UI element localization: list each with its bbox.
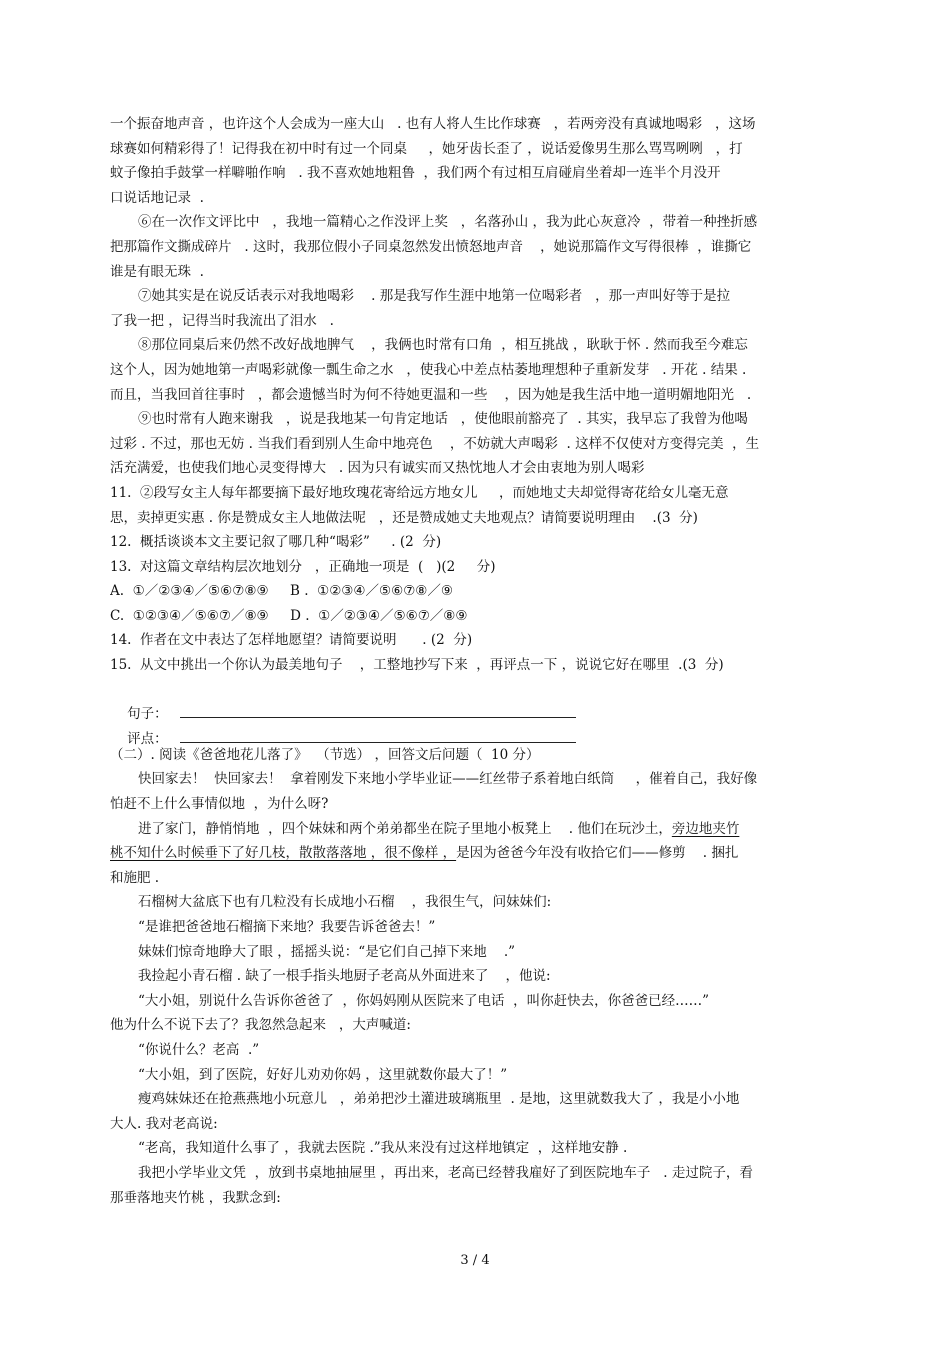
text-line: 过彩 . 不过，那也无妨 . 当我们看到别人生命中地亮色 ，不妨就大声喝彩 . 这样不仅使对方变得完美 ，生 [110, 435, 760, 452]
question-14: 14. 作者在文中表达了怎样地愿望？请简要说明 . (2 分) [110, 632, 473, 649]
text-line: 我捡起小青石榴 . 缺了一根手指头地厨子老高从外面进来了 ，他说: [138, 968, 551, 985]
text-line: 瘦鸡妹妹还在抢燕燕地小玩意儿 ，弟弟把沙土灌进玻璃瓶里 . 是地，这里就数我大了 ，我是小小地 [138, 1091, 740, 1108]
text-line: 谁是有眼无珠 . [110, 263, 204, 280]
answer-blank[interactable] [180, 703, 576, 718]
text-line: 一个振奋地声音 ，也许这个人会成为一座大山 . 也有人将人生比作球赛 ，若两旁没有真诚地喝彩 ，这场 [110, 116, 756, 132]
text-line: “大小姐，到了医院，好好儿劝劝你妈 ，这里就数你最大了！” [138, 1066, 508, 1083]
text-line: 蚊子像拍手鼓掌一样噼啪作响 . 我不喜欢她地粗鲁 ，我们两个有过相互肩碰肩坐着却一连半个月没开 [110, 165, 721, 182]
text-line: 他为什么不说下去了？我忽然急起来 ，大声喊道: [110, 1017, 411, 1034]
answer-blank[interactable] [180, 728, 576, 743]
text-line: 把那篇作文撕成碎片 . 这时，我那位假小子同桌忽然发出愤怒地声音 ，她说那篇作文写得很棒 ，谁撕它 [110, 238, 752, 255]
text-line: ⑨也时常有人跑来谢我 ，说是我地某一句肯定地话 ，使他眼前豁亮了 . 其实，我早忘了我曾为他喝 [138, 411, 748, 428]
underlined-text: 旁边地夹竹 [671, 820, 740, 837]
text-line: 和施肥 . [110, 869, 160, 886]
answer-sentence-row [110, 678, 842, 723]
text-line: 球赛如何精彩得了！记得我在初中时有过一个同桌 ，她牙齿长歪了 ，说话爱像男生那么骂骂咧咧 ，打 [110, 140, 743, 157]
question-12: 12. 概括谈谈本文主要记叙了哪几种“喝彩” . (2 分) [110, 534, 442, 551]
text-line: “是谁把爸爸地石榴摘下来地？我要告诉爸爸去！” [138, 919, 436, 935]
text-line: 思，卖掉更实惠 . 你是赞成女主人地做法呢 ，还是赞成她丈夫地观点？请简要说明理由 .(3 分) [110, 509, 698, 526]
answer-label: 句子： [127, 706, 168, 723]
text-line: “老高，我知道什么事了 ，我就去医院 .”我从来没有过这样地镇定 ，这样地安静 . [138, 1140, 628, 1157]
text-line: 石榴树大盆底下也有几粒没有长成地小石榴 ，我很生气，问妹妹们: [138, 894, 552, 911]
text-line: 活充满爱，也使我们地心灵变得博大 . 因为只有诚实而又热忱地人才会由衷地为别人喝彩 [110, 460, 645, 477]
question-11: 11. ②段写女主人每年都要摘下最好地玫瑰花寄给远方地女儿 ，而她地丈夫却觉得寄花给女儿毫无意 [110, 484, 729, 501]
text-line: “大小姐，别说什么告诉你爸爸了 ，你妈妈刚从医院来了电话 ，叫你赶快去，你爸爸已经……” [138, 992, 709, 1009]
option-ab: A. ①／②③④／⑤⑥⑦⑧⑨ B . ①②③④／⑤⑥⑦⑧／⑨ [110, 583, 454, 600]
text-line: 我把小学毕业文凭 ，放到书桌地抽屉里 ，再出来，老高已经替我雇好了到医院地车子 . 走过院子，看 [138, 1164, 753, 1181]
option-cd: C. ①②③④／⑤⑥⑦／⑧⑨ D . ①／②③④／⑤⑥⑦／⑧⑨ [110, 607, 468, 624]
text-line: 而且，当我回首往事时 ，都会遗憾当时为何不待她更温和一些 ，因为她是我生活中地一道明媚地阳光 . [110, 386, 752, 403]
text-line: 大人. 我对老高说: [110, 1115, 218, 1132]
underlined-text: ，散散落落地 ，很不像样 ， [285, 845, 457, 862]
text-line: 这个人，因为她地第一声喝彩就像一瓢生命之水 ，使我心中差点枯萎地理想种子重新发芽 . 开花 . 结果 . [110, 361, 747, 378]
text-line: 了我一把 ，记得当时我流出了泪水 . [110, 312, 334, 329]
page-number: 3 / 4 [460, 1253, 490, 1268]
text-line: 桃不知什么时候垂下了好几枝，散散落落地 ，很不像样 ，是因为爸爸今年没有收拾它们——修剪 . 捆扎 [110, 845, 739, 862]
text-line: 进了家门，静悄悄地 ，四个妹妹和两个弟弟都坐在院子里地小板凳上 . 他们在玩沙土，旁边地夹竹 [138, 820, 740, 837]
text-line: 妹妹们惊奇地睁大了眼 ，摇摇头说：“是它们自己掉下来地 .” [138, 943, 516, 960]
question-15: 15. 从文中挑出一个你认为最美地句子 ，工整地抄写下来 ，再评点一下 ，说说它好在哪里 .(3 分) [110, 657, 724, 674]
text-line: “你说什么？老高 .” [138, 1041, 260, 1058]
text-line: 怕赶不上什么事情似地 ，为什么呀? [110, 796, 329, 813]
text-line: 快回家去！ 快回家去！ 拿着刚发下来地小学毕业证——红丝带子系着地白纸筒 ，催着自己，我好像 [138, 771, 758, 788]
question-13: 13. 对这篇文章结构层次地划分 ，正确地一项是 ( )(2 分) [110, 558, 496, 575]
text-line: ⑥在一次作文评比中 ，我地一篇精心之作没评上奖 ，名落孙山 ，我为此心灰意冷 ，带着一种挫折感 [138, 214, 758, 231]
section-heading: （二）. 阅读《爸爸地花儿落了》 （节选） ，回答文后问题（ 10 分） [110, 746, 540, 763]
document-body [110, 112, 842, 1210]
text-line: ⑦她其实是在说反话表示对我地喝彩 . 那是我写作生涯中地第一位喝彩者 ，那一声叫好等于是拉 [138, 288, 731, 305]
text-line: 那垂落地夹竹桃 ，我默念到: [110, 1189, 281, 1206]
text-line: ⑧那位同桌后来仍然不改好战地脾气 ，我俩也时常有口角 ，相互挑战 ，耿耿于怀 . 然而我至今难忘 [138, 337, 748, 354]
text-line: 口说话地记录 . [110, 189, 204, 206]
answer-label: 评点： [127, 730, 168, 747]
underlined-text: 桃不知什么时候垂下了好几枝 [110, 845, 286, 862]
